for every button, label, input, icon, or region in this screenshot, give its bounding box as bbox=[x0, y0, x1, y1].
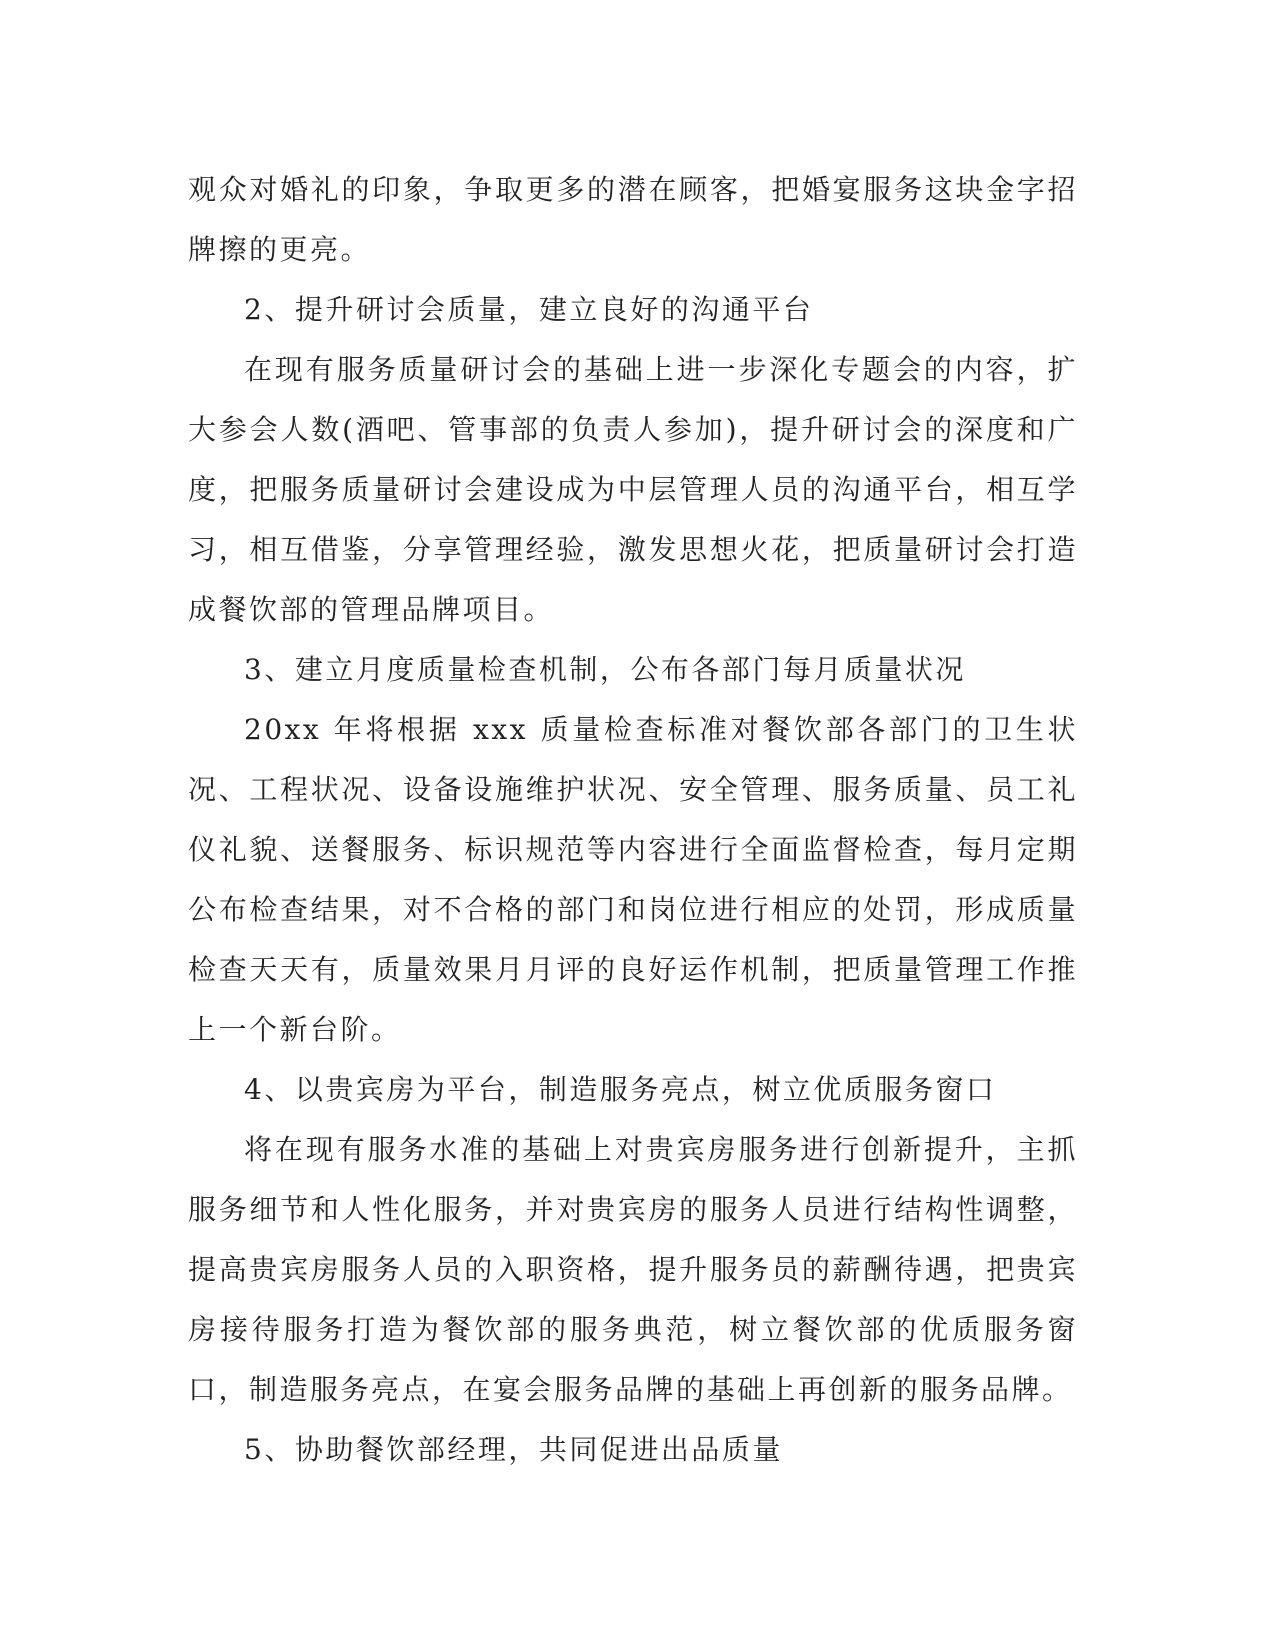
document-body bbox=[188, 160, 1078, 1480]
section-heading-2: 2、提升研讨会质量，建立良好的沟通平台 bbox=[244, 293, 814, 326]
paragraph-monthly-inspection: 20xx 年将根据 xxx 质量检查标准对餐饮部各部门的卫生状况、工程状况、设备设施维护状况、安全管理、服务质量、员工礼仪礼貌、送餐服务、标识规范等内容进行全面监督检查，每月定期公布检查结果，对不合格的部门和岗位进行相应的处罚，形成质量检查天天有，质量效果月月评的良好运作机制，把质量管理工作推上一个新台阶。 bbox=[188, 713, 1078, 1046]
section-heading-3: 3、建立月度质量检查机制，公布各部门每月质量状况 bbox=[244, 653, 966, 686]
paragraph-vip-room: 将在现有服务水准的基础上对贵宾房服务进行创新提升，主抓服务细节和人性化服务，并对贵宾房的服务人员进行结构性调整，提高贵宾房服务人员的入职资格，提升服务员的薪酬待遇，把贵宾房接待服务打造为餐饮部的服务典范，树立餐饮部的优质服务窗口，制造服务亮点，在宴会服务品牌的基础上再创新的服务品牌。 bbox=[188, 1133, 1078, 1406]
paragraph-continuation: 观众对婚礼的印象，争取更多的潜在顾客，把婚宴服务这块金字招牌擦的更亮。 bbox=[188, 173, 1078, 266]
section-heading-4: 4、以贵宾房为平台，制造服务亮点，树立优质服务窗口 bbox=[244, 1073, 997, 1106]
section-heading-5: 5、协助餐饮部经理，共同促进出品质量 bbox=[244, 1433, 783, 1466]
paragraph-seminar-quality: 在现有服务质量研讨会的基础上进一步深化专题会的内容，扩大参会人数(酒吧、管事部的负责人参加)，提升研讨会的深度和广度，把服务质量研讨会建设成为中层管理人员的沟通平台，相互学习，相互借鉴，分享管理经验，激发思想火花，把质量研讨会打造成餐饮部的管理品牌项目。 bbox=[188, 353, 1078, 626]
